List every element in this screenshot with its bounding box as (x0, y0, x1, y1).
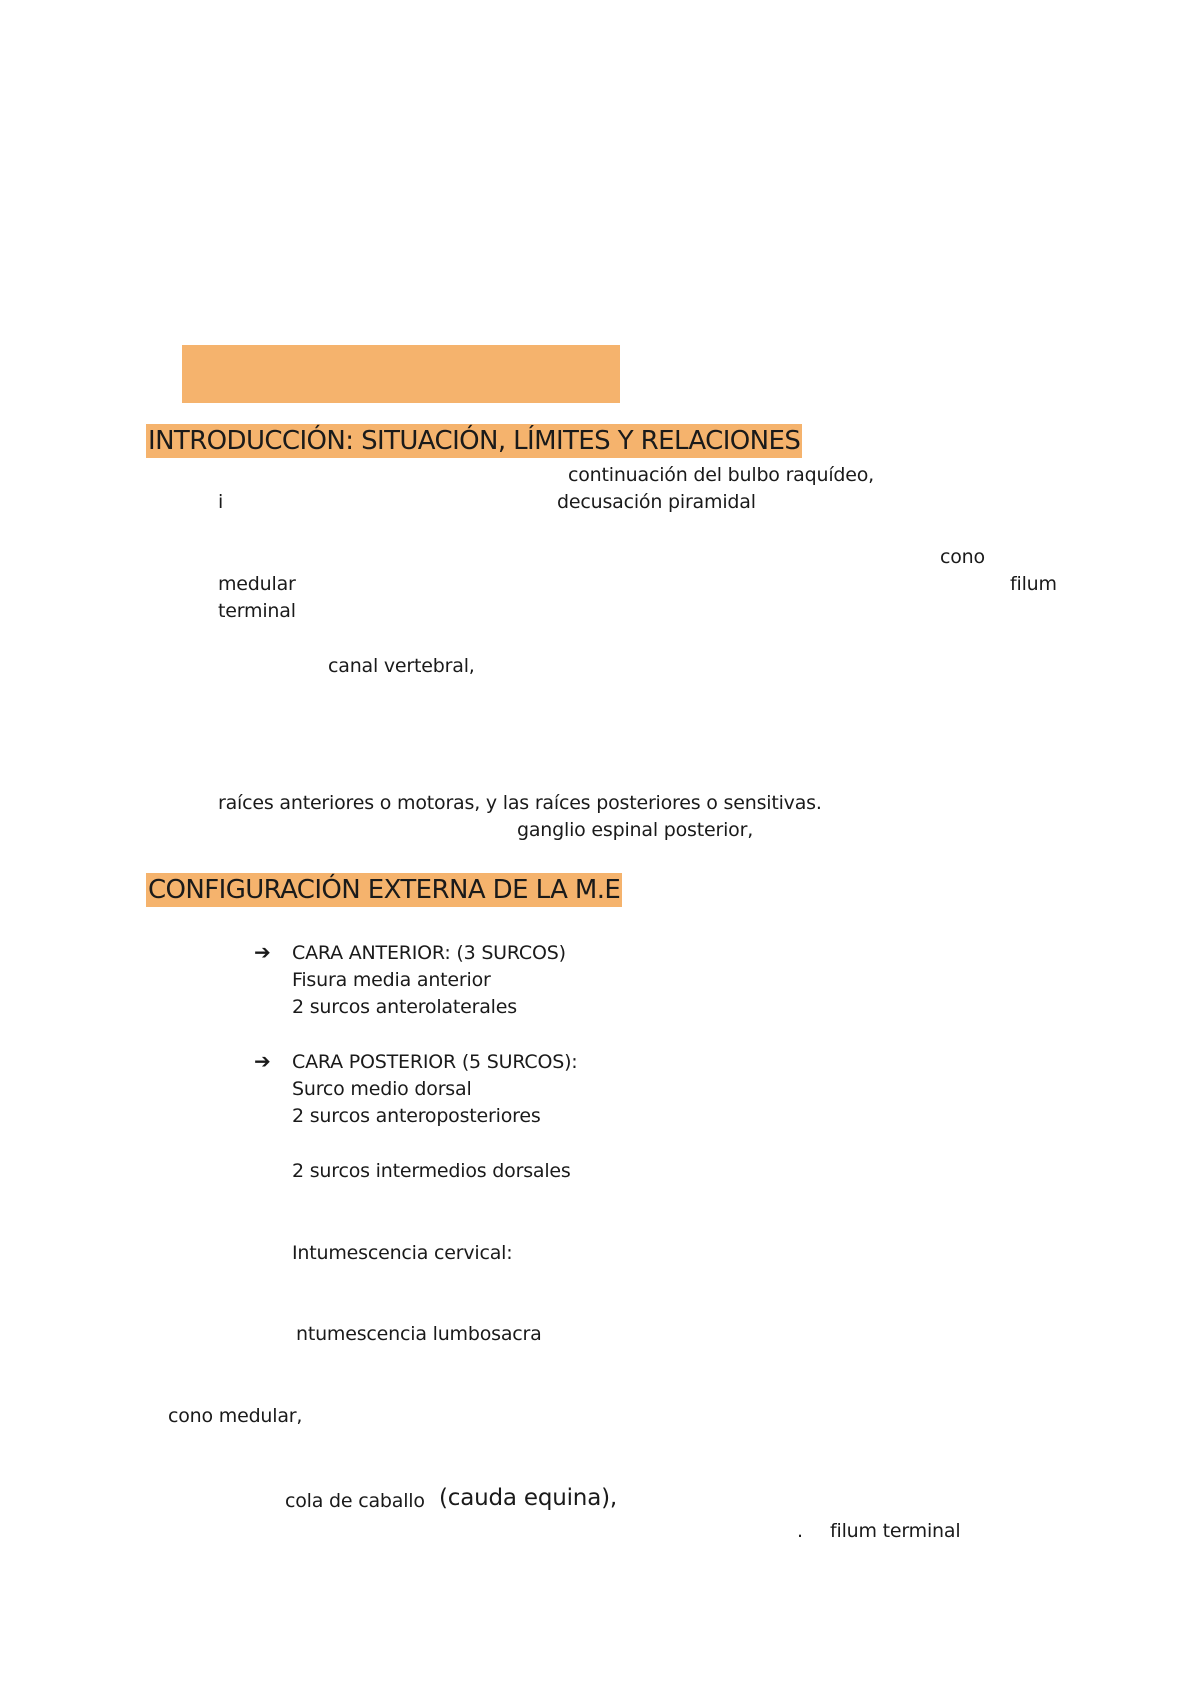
intro-fragment-cono: cono (940, 546, 985, 568)
arrow-right-icon: ➔ (254, 940, 271, 964)
intro-fragment-canal: canal vertebral, (328, 655, 475, 677)
intro-fragment-terminal: terminal (218, 600, 296, 622)
config-heading: CONFIGURACIÓN EXTERNA DE LA M.E (148, 875, 621, 905)
intumescencia-cervical: Intumescencia cervical: (292, 1242, 513, 1264)
intro-fragment-medular: medular (218, 573, 296, 595)
intro-fragment-decusacion: decusación piramidal (557, 491, 756, 513)
cara-anterior-item: Fisura media anterior (292, 969, 491, 991)
cara-posterior-title: CARA POSTERIOR (5 SURCOS): (292, 1051, 578, 1073)
intro-fragment-i: i (218, 491, 224, 513)
cola-de-caballo: cola de caballo (285, 1490, 425, 1512)
dot-mark: . (797, 1520, 803, 1542)
intro-heading: INTRODUCCIÓN: SITUACIÓN, LÍMITES Y RELACIONES (148, 426, 801, 456)
intumescencia-lumbosacra: ntumescencia lumbosacra (296, 1323, 542, 1345)
intro-fragment-filum: filum (1010, 573, 1057, 595)
cara-anterior-title: CARA ANTERIOR: (3 SURCOS) (292, 942, 566, 964)
title-highlight-block (182, 345, 620, 403)
cono-medular: cono medular, (168, 1405, 303, 1427)
cauda-equina: (cauda equina), (439, 1485, 617, 1511)
filum-terminal: filum terminal (830, 1520, 961, 1542)
intro-fragment-raices: raíces anteriores o motoras, y las raíces posteriores o sensitivas. (218, 792, 822, 814)
intro-fragment-ganglio: ganglio espinal posterior, (517, 819, 754, 841)
cara-posterior-item: Surco medio dorsal (292, 1078, 472, 1100)
cara-posterior-item: 2 surcos intermedios dorsales (292, 1160, 571, 1182)
intro-fragment-bulbo: continuación del bulbo raquídeo, (568, 464, 875, 486)
arrow-right-icon: ➔ (254, 1049, 271, 1073)
cara-anterior-item: 2 surcos anterolaterales (292, 996, 517, 1018)
cara-posterior-item: 2 surcos anteroposteriores (292, 1105, 541, 1127)
